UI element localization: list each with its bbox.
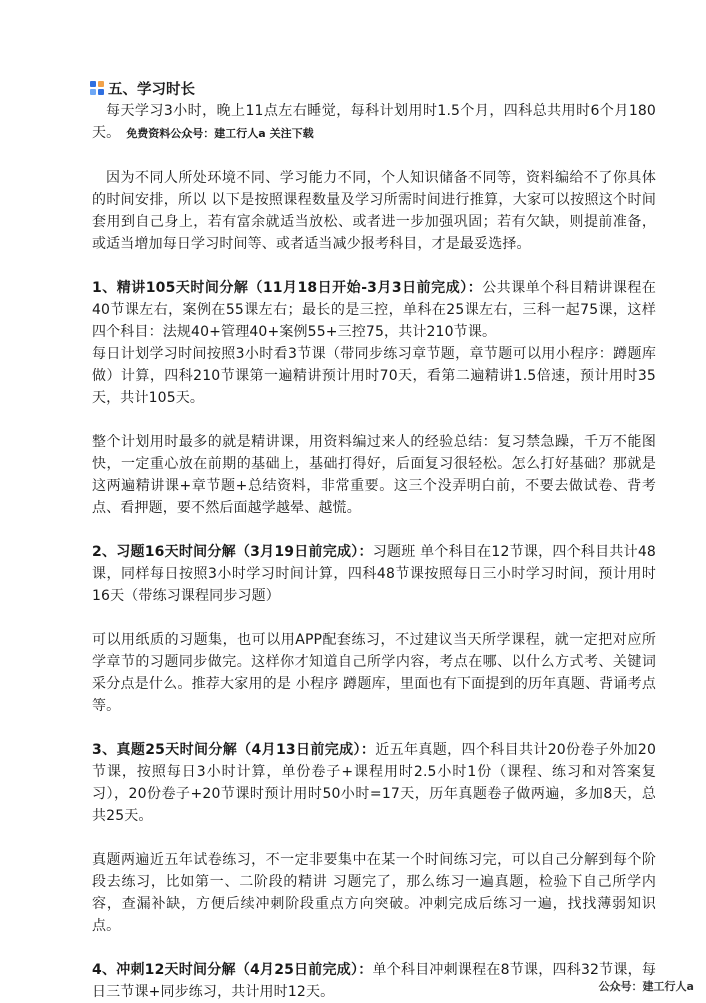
stage3-paragraph <box>92 739 656 827</box>
footer-watermark: 公众号：建工行人a <box>598 980 694 993</box>
stage3-lead: 3、真题25天时间分解（4月13日前完成）： <box>92 742 376 758</box>
stage3-body: 近五年真题，四个科目共计20份卷子外加20节课，按照每日3小时计算，单份卷子+课程用时2.5小时1份（课程、练习和对答案复习），20份卷子+20节课时预计用时50小时=17天，历年真题卷子做两遍，多加8天，总共25天。 <box>92 742 657 824</box>
intro-paragraph <box>92 100 656 145</box>
section-heading-text: 五、学习时长 <box>108 81 195 98</box>
grid-squares-icon <box>90 81 104 95</box>
stage1-paragraph <box>92 277 656 343</box>
stage2-body: 习题班 单个科目在12节课，四个科目共计48课，同样每日按照3小时学习时间计算，四科48节课按照每日三小时学习时间，预计用时16天（带练习课程同步习题） <box>92 544 656 604</box>
download-note: 免费资料公众号：建工行人a 关注下载 <box>126 127 314 140</box>
stage2-lead: 2、习题16天时间分解（3月19日前完成）： <box>92 544 373 560</box>
stage4-body: 单个科目冲刺课程在8节课，四科32节课，每日三节课+同步练习，共计用时12天。 <box>92 962 656 1000</box>
stage4-lead: 4、冲刺12天时间分解（4月25日前完成）： <box>92 962 373 978</box>
stage1-body2: 每日计划学习时间按照3小时看3节课（带同步练习章节题，章节题可以用小程序：蹲题库 做）计算，四科210节课第一遍精讲预计用时70天，看第二遍精讲1.5倍速，预计用时35天，共计105天。 <box>92 346 656 406</box>
stage2-note: 可以用纸质的习题集，也可以用APP配套练习，不过建议当天所学课程，就一定把对应所学章节的习题同步做完。这样你才知道自己所学内容，考点在哪、以什么方式考、关键词采分点是什么。推荐大家用的是 小程序 蹲题库，里面也有下面提到的历年真题、背诵考点等。 <box>92 632 656 714</box>
stage1-note: 整个计划用时最多的就是精讲课，用资料编过来人的经验总结：复习禁急躁，千万不能图快，一定重心放在前期的基础上，基础打得好，后面复习很轻松。怎么打好基础？那就是这两遍精讲课+章节题+总结资料，非常重要。这三个没弄明白前，不要去做试卷、背考点、看押题，要不然后面越学越晕、越慌。 <box>92 434 656 516</box>
section-heading <box>92 78 656 98</box>
stage3-note: 真题两遍近五年试卷练习，不一定非要集中在某一个时间练习完，可以自己分解到每个阶段去练习，比如第一、二阶段的精讲 习题完了，那么练习一遍真题，检验下自己所学内容，查漏补缺，方便后续冲刺阶段重点方向突破。冲刺完成后练习一遍，找找薄弱知识点。 <box>92 852 656 934</box>
stage2-paragraph <box>92 541 656 607</box>
general-paragraph: 因为不同人所处环境不同、学习能力不同，个人知识储备不同等，资料编给不了你具体的时间安排，所以 以下是按照课程数量及学习所需时间进行推算，大家可以按照这个时间套用到自己身上，若有富余就适当放松、或者进一步加强巩固；若有欠缺，则提前准备，或适当增加每日学习时间等、或者适当减少报考科目，才是最妥选择。 <box>92 170 656 252</box>
stage1-body: 公共课单个科目精讲课程在40节课左右，案例在55课左右；最长的是三控，单科在25课左右，三科一起75课，这样四个科目：法规40+管理40+案例55+三控75，共计210节课。 <box>92 280 656 340</box>
stage4-paragraph <box>92 959 656 1003</box>
intro-text: 每天学习3小时，晚上11点左右睡觉，每科计划用时1.5个月，四科总共用时6个月180天。 <box>92 103 656 141</box>
stage1-lead: 1、精讲105天时间分解（11月18日开始-3月3日前完成）： <box>92 280 483 296</box>
